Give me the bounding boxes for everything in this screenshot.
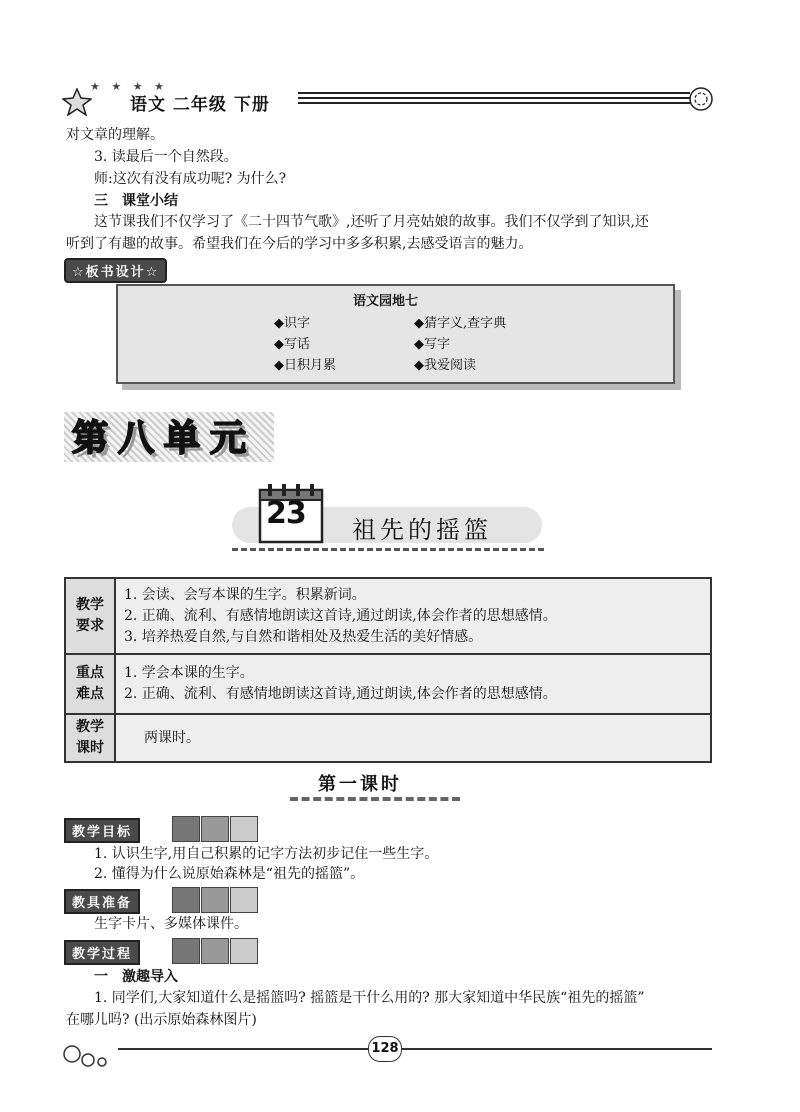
text-line: 3. 读最后一个自然段。 xyxy=(94,149,238,165)
table-row xyxy=(65,578,711,654)
board-item: ◆识字 xyxy=(274,316,310,331)
deco-square xyxy=(230,938,258,964)
tools-label: 教具准备 xyxy=(64,889,140,914)
deco-square xyxy=(201,887,229,913)
page-number: 128 xyxy=(371,1041,399,1056)
goal-item: 1. 认识生字,用自己积累的记字方法初步记住一些生字。 xyxy=(94,846,439,862)
board-item: ◆我爱阅读 xyxy=(414,358,476,373)
board-title: 语文园地七 xyxy=(353,294,419,309)
step-line: 在哪儿吗? (出示原始森林图片) xyxy=(66,1012,257,1028)
paragraph-line: 这节课我们不仅学习了《二十四节气歌》,还听了月亮姑娘的故事。我们不仅学到了知识,还 xyxy=(94,214,649,230)
tools-text: 生字卡片、多媒体课件。 xyxy=(94,916,248,932)
board-item: ◆写话 xyxy=(274,337,310,352)
deco-square xyxy=(172,816,200,842)
deco-square xyxy=(230,816,258,842)
row-body: 1. 学会本课的生字。 2. 正确、流利、有感情地朗读这首诗,通过朗读,体会作者的思想感情。 xyxy=(115,654,711,714)
row-head: 重点难点 xyxy=(65,654,115,714)
header-star-icon xyxy=(62,88,92,120)
deco-square xyxy=(230,887,258,913)
process-label: 教学过程 xyxy=(64,940,140,965)
unit-title: 第八单元 xyxy=(72,418,257,459)
footer-rule-right xyxy=(402,1048,712,1050)
text-line: 对文章的理解。 xyxy=(66,127,164,143)
step-heading: 一 激趣导入 xyxy=(94,969,178,985)
header-small-stars: ★ ★ ★ ★ xyxy=(90,80,168,93)
board-design-label: ☆板书设计☆ xyxy=(64,258,167,283)
board-item: ◆日积月累 xyxy=(274,358,336,373)
goals-label: 教学目标 xyxy=(64,818,140,843)
table-row xyxy=(65,714,711,762)
deco-square xyxy=(172,938,200,964)
header-title: 语文 二年级 下册 xyxy=(130,95,270,115)
board-design-box xyxy=(116,284,675,384)
row-body: 1. 会读、会写本课的生字。积累新词。 2. 正确、流利、有感情地朗读这首诗,通过朗读,体会作者的思想感情。 3. 培养热爱自然,与自然和谐相处及热爱生活的美好情感。 xyxy=(115,578,711,654)
row-head: 教学要求 xyxy=(65,578,115,654)
first-lesson-title: 第一课时 xyxy=(318,774,402,795)
footer-circles xyxy=(62,1040,122,1074)
section-heading: 三 课堂小结 xyxy=(94,193,178,209)
lesson-number: 23 xyxy=(266,496,306,531)
row-head: 教学课时 xyxy=(65,714,115,762)
page-number-badge xyxy=(368,1036,402,1062)
text-line: 师:这次有没有成功呢? 为什么? xyxy=(94,171,287,187)
header-spiral-icon xyxy=(688,86,714,116)
row-body: 两课时。 xyxy=(115,714,711,762)
footer-rule-left xyxy=(118,1048,368,1050)
board-item: ◆猜字义,查字典 xyxy=(414,316,507,331)
header-rule xyxy=(298,92,690,112)
deco-square xyxy=(201,938,229,964)
paragraph-line: 听到了有趣的故事。希望我们在今后的学习中多多积累,去感受语言的魅力。 xyxy=(66,236,533,252)
table-row xyxy=(65,654,711,714)
first-lesson-dashed-rule xyxy=(290,797,460,801)
deco-square xyxy=(201,816,229,842)
step-line: 1. 同学们,大家知道什么是摇篮吗? 摇篮是干什么用的? 那大家知道中华民族“祖先的摇篮” xyxy=(94,990,645,1006)
lesson-title: 祖先的摇篮 xyxy=(352,516,492,544)
lesson-dashed-rule xyxy=(232,548,544,551)
goal-item: 2. 懂得为什么说原始森林是“祖先的摇篮”。 xyxy=(94,866,365,882)
deco-square xyxy=(172,887,200,913)
objectives-table xyxy=(64,577,712,763)
board-item: ◆写字 xyxy=(414,337,450,352)
